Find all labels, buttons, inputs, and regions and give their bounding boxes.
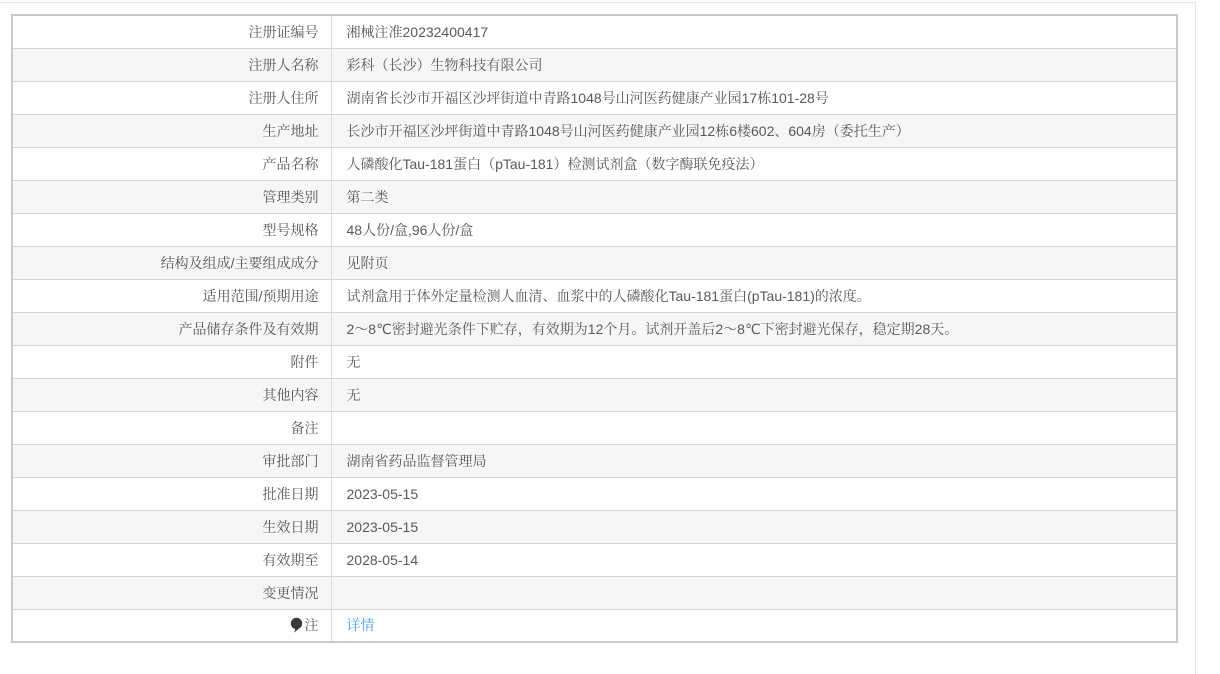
row-value: 彩科（长沙）生物科技有限公司 xyxy=(331,48,1177,81)
row-value: 湖南省药品监督管理局 xyxy=(331,444,1177,477)
table-row xyxy=(12,15,1177,48)
row-label: 注册证编号 xyxy=(12,15,331,48)
row-value-note xyxy=(331,609,1177,642)
registration-info-table xyxy=(11,14,1178,643)
table-row xyxy=(12,180,1177,213)
row-value: 湖南省长沙市开福区沙坪街道中青路1048号山河医药健康产业园17栋101-28号 xyxy=(331,81,1177,114)
table-row xyxy=(12,576,1177,609)
row-value: 湘械注准20232400417 xyxy=(346,23,489,40)
row-label: 其他内容 xyxy=(12,378,331,411)
table-row xyxy=(12,345,1177,378)
row-label: 适用范围/预期用途 xyxy=(12,279,331,312)
table-row xyxy=(12,378,1177,411)
row-label: 结构及组成/主要组成成分 xyxy=(12,246,331,279)
row-value: 2～8℃密封避光条件下贮存，有效期为12个月。试剂开盖后2～8℃下密封避光保存，稳定期28天。 xyxy=(331,312,1177,345)
row-value: 长沙市开福区沙坪街道中青路1048号山河医药健康产业园12栋6楼602、604房（委托生产） xyxy=(331,114,1177,147)
row-label: 产品储存条件及有效期 xyxy=(12,312,331,345)
row-label: 产品名称 xyxy=(12,147,331,180)
row-value: 2023-05-15 xyxy=(331,510,1177,543)
row-label: 型号规格 xyxy=(12,213,331,246)
table-row xyxy=(12,213,1177,246)
row-value: 见附页 xyxy=(331,246,1177,279)
row-label: 变更情况 xyxy=(12,576,331,609)
row-label: 审批部门 xyxy=(12,444,331,477)
row-value: 无 xyxy=(331,345,1177,378)
row-label: 有效期至 xyxy=(12,543,331,576)
row-label: 批准日期 xyxy=(12,477,331,510)
table-row xyxy=(12,411,1177,444)
row-value: 人磷酸化Tau-181蛋白（pTau-181）检测试剂盒（数字酶联免疫法） xyxy=(331,147,1177,180)
table-row xyxy=(12,279,1177,312)
table-row xyxy=(12,48,1177,81)
table-row xyxy=(12,543,1177,576)
row-value: 无 xyxy=(331,378,1177,411)
details-link[interactable]: 详情 xyxy=(346,617,375,634)
row-value: 2028-05-14 xyxy=(331,543,1177,576)
table-row xyxy=(12,510,1177,543)
table-row xyxy=(12,444,1177,477)
row-value xyxy=(331,411,1177,444)
note-label-text: 注 xyxy=(304,617,319,634)
table-row xyxy=(12,81,1177,114)
row-value: 2023-05-15 xyxy=(331,477,1177,510)
row-label-note xyxy=(12,609,331,642)
row-label: 注册人住所 xyxy=(12,81,331,114)
row-label: 附件 xyxy=(12,345,331,378)
row-label: 注册人名称 xyxy=(12,48,331,81)
table-row xyxy=(12,147,1177,180)
row-value: 48人份/盒,96人份/盒 xyxy=(331,213,1177,246)
row-value: 第二类 xyxy=(331,180,1177,213)
row-label: 管理类别 xyxy=(12,180,331,213)
row-label: 备注 xyxy=(12,411,331,444)
row-value xyxy=(331,576,1177,609)
table-row xyxy=(12,477,1177,510)
row-label: 生产地址 xyxy=(12,114,331,147)
row-label: 生效日期 xyxy=(12,510,331,543)
table-row-note xyxy=(12,609,1177,642)
table-row xyxy=(12,312,1177,345)
table-row xyxy=(12,246,1177,279)
balloon-note-icon xyxy=(290,617,303,633)
table-row xyxy=(12,114,1177,147)
row-value: 试剂盒用于体外定量检测人血清、血浆中的人磷酸化Tau-181蛋白(pTau-181)的浓度。 xyxy=(331,279,1177,312)
content-panel xyxy=(0,2,1196,674)
